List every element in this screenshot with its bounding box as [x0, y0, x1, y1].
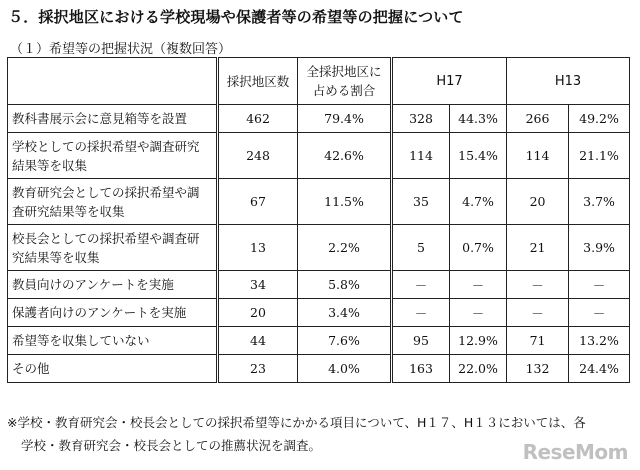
row-label — [8, 271, 218, 299]
header-ratio-line1: 全採択地区に — [306, 64, 382, 79]
table-row — [8, 179, 630, 225]
row-label-line1: 教科書展示会に意見箱等を設置 — [12, 111, 188, 126]
footnote-line2: 学校・教育研究会・校長会としての推薦状況を調査。 — [21, 438, 322, 453]
row-label-line1: その他 — [12, 361, 50, 376]
cell-h13-count: 21 — [507, 225, 569, 271]
row-label-line2: 究結果等を収集 — [12, 249, 100, 265]
cell-count: 462 — [218, 105, 298, 133]
table-row — [8, 327, 630, 355]
cell-h17-count: － — [392, 299, 450, 327]
section-subtitle: （１）希望等の把握状況（複数回答） — [10, 42, 232, 57]
cell-h13-percent: － — [569, 271, 630, 299]
cell-h17-percent: 4.7% — [450, 179, 507, 225]
cell-h13-count: － — [507, 299, 569, 327]
row-label-line1: 教員向けのアンケートを実施 — [12, 277, 174, 292]
row-label — [8, 299, 218, 327]
row-label-line1: 校長会としての採択希望や調査研 — [12, 230, 200, 246]
cell-h17-percent: 15.4% — [450, 133, 507, 179]
cell-h13-count: 114 — [507, 133, 569, 179]
cell-count: 67 — [218, 179, 298, 225]
row-label-line2: 査研究結果等を収集 — [12, 203, 125, 219]
cell-h17-percent: 44.3% — [450, 105, 507, 133]
row-label — [8, 179, 218, 225]
cell-h13-percent: 24.4% — [569, 355, 630, 383]
row-label-line1: 保護者向けのアンケートを実施 — [12, 305, 187, 320]
cell-ratio: 7.6% — [298, 327, 392, 355]
row-label — [8, 327, 218, 355]
cell-h13-percent: － — [569, 299, 630, 327]
header-blank-cell — [8, 58, 218, 105]
cell-h17-percent: － — [450, 299, 507, 327]
cell-h13-count: 266 — [507, 105, 569, 133]
cell-count: 248 — [218, 133, 298, 179]
survey-table — [7, 57, 630, 383]
cell-h17-count: 328 — [392, 105, 450, 133]
row-label-line2: 結果等を収集 — [12, 157, 88, 173]
cell-count: 13 — [218, 225, 298, 271]
cell-h17-count: 163 — [392, 355, 450, 383]
cell-h13-count: 132 — [507, 355, 569, 383]
footnote-line1: ※学校・教育研究会・校長会としての採択希望等にかかる項目について、H１７、H１３においては、各 — [7, 415, 586, 430]
header-ratio — [298, 58, 392, 105]
cell-count: 23 — [218, 355, 298, 383]
cell-count: 34 — [218, 271, 298, 299]
cell-ratio: 42.6% — [298, 133, 392, 179]
row-label-line1: 学校としての採択希望や調査研究 — [12, 138, 200, 154]
table-row — [8, 105, 630, 133]
cell-h13-count: － — [507, 271, 569, 299]
row-label-line1: 希望等を収集していない — [12, 333, 150, 348]
cell-ratio: 11.5% — [298, 179, 392, 225]
cell-h13-percent: 3.7% — [569, 179, 630, 225]
cell-h13-count: 71 — [507, 327, 569, 355]
row-label — [8, 133, 218, 179]
table-header-row — [8, 58, 630, 105]
cell-h17-percent: 22.0% — [450, 355, 507, 383]
cell-ratio: 2.2% — [298, 225, 392, 271]
cell-count: 20 — [218, 299, 298, 327]
table-row — [8, 271, 630, 299]
cell-ratio: 3.4% — [298, 299, 392, 327]
cell-h13-percent: 13.2% — [569, 327, 630, 355]
cell-h17-count: 5 — [392, 225, 450, 271]
header-ratio-line2: 占める割合 — [312, 83, 376, 98]
cell-h13-percent: 21.1% — [569, 133, 630, 179]
header-count: 採択地区数 — [218, 58, 298, 105]
header-h17: H17 — [392, 58, 507, 105]
cell-ratio: 5.8% — [298, 271, 392, 299]
cell-h17-percent: － — [450, 271, 507, 299]
header-h13: H13 — [507, 58, 630, 105]
row-label-line1: 教育研究会としての採択希望や調 — [12, 184, 200, 200]
page-title: ５．採択地区における学校現場や保護者等の希望等の把握について — [8, 8, 464, 26]
row-label — [8, 225, 218, 271]
table-row — [8, 133, 630, 179]
resemom-logo: ReseMom — [522, 440, 628, 464]
cell-h17-percent: 0.7% — [450, 225, 507, 271]
cell-h13-percent: 3.9% — [569, 225, 630, 271]
table-row — [8, 299, 630, 327]
cell-h17-percent: 12.9% — [450, 327, 507, 355]
cell-h17-count: 35 — [392, 179, 450, 225]
cell-ratio: 79.4% — [298, 105, 392, 133]
cell-h17-count: － — [392, 271, 450, 299]
table-row — [8, 355, 630, 383]
cell-h17-count: 114 — [392, 133, 450, 179]
cell-ratio: 4.0% — [298, 355, 392, 383]
cell-h13-count: 20 — [507, 179, 569, 225]
row-label — [8, 355, 218, 383]
cell-h13-percent: 49.2% — [569, 105, 630, 133]
row-label — [8, 105, 218, 133]
cell-count: 44 — [218, 327, 298, 355]
table-row — [8, 225, 630, 271]
cell-h17-count: 95 — [392, 327, 450, 355]
